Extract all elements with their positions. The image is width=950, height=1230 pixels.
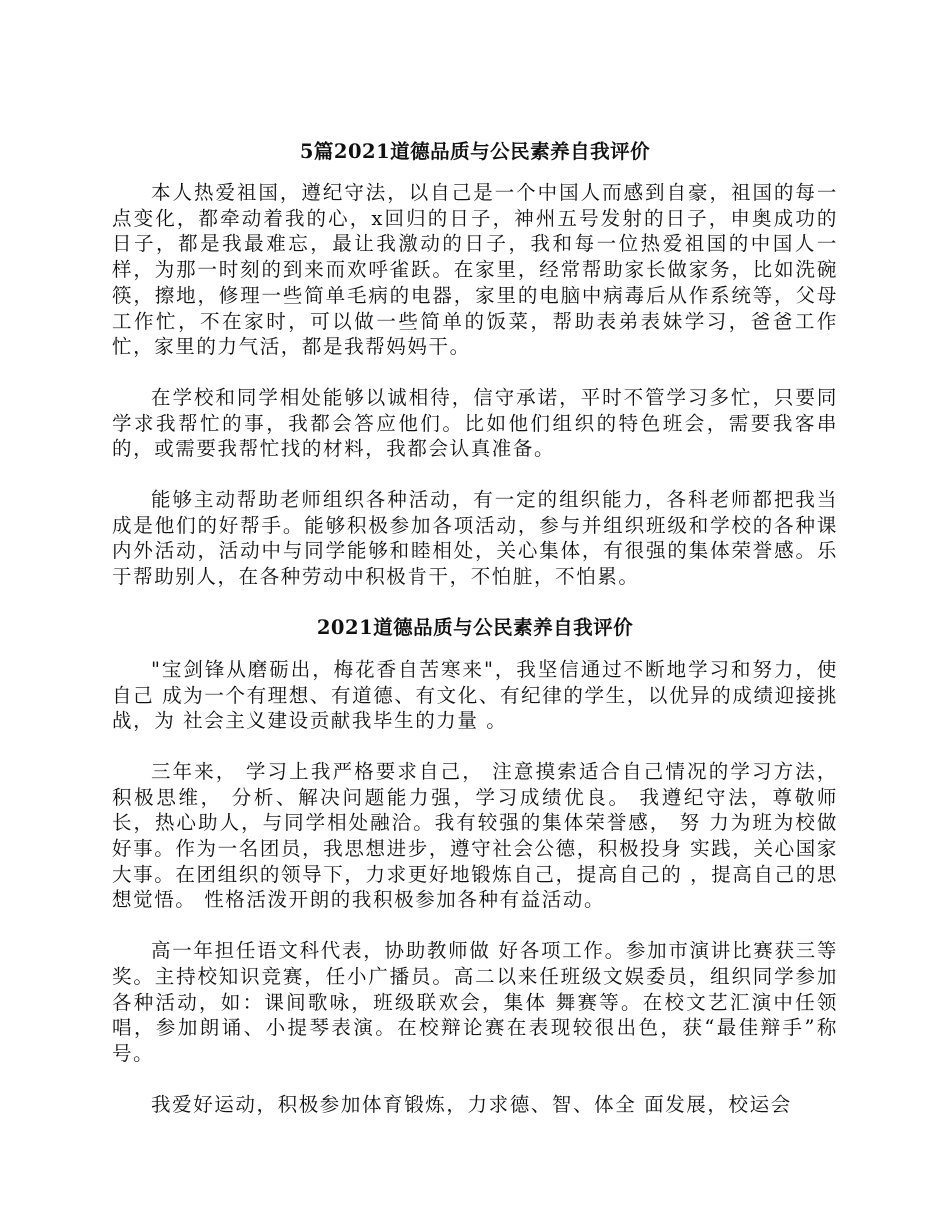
paragraph: 在学校和同学相处能够以诚相待，信守承诺，平时不管学习多忙，只要同学求我帮忙的事，我都会答应他们。比如他们组织的特色班会，需要我客串的，或需要我帮忙找的材料，我都会认真准备。: [112, 385, 838, 461]
paragraph: "宝剑锋从磨砺出，梅花香自苦寒来"，我坚信通过不断地学习和努力，使自己 成为一个有理想、有道德、有文化、有纪律的学生，以优异的成绩迎接挑战，为 社会主义建设贡献我毕生的力量 。: [112, 657, 838, 733]
paragraph: 能够主动帮助老师组织各种活动，有一定的组织能力，各科老师都把我当成是他们的好帮手。能够积极参加各项活动，参与并组织班级和学校的各种课内外活动，活动中与同学能够和睦相处，关心集体，有很强的集体荣誉感。乐于帮助别人，在各种劳动中积极肯干，不怕脏，不怕累。: [112, 488, 838, 589]
document-page: [112, 138, 838, 1117]
section-heading: 2021道德品质与公民素养自我评价: [316, 615, 634, 639]
paragraph: 高一年担任语文科代表，协助教师做 好各项工作。参加市演讲比赛获三等奖。主持校知识竞赛，任小广播员。高二以来任班级文娱委员，组织同学参加各种活动，如：课间歌咏，班级联欢会，集体 舞赛等。在校文艺汇演中任领唱，参加朗诵、小提琴表演。在校辩论赛在表现较很出色，获“最佳辩手”称号。: [112, 939, 838, 1065]
paragraph: 本人热爱祖国，遵纪守法，以自己是一个中国人而感到自豪，祖国的每一点变化，都牵动着我的心，x回归的日子，神州五号发射的日子，申奥成功的日子，都是我最难忘，最让我激动的日子，我和每一位热爱祖国的中国人一样，为那一时刻的到来而欢呼雀跃。在家里，经常帮助家长做家务，比如洗碗筷，擦地，修理一些简单毛病的电器，家里的电脑中病毒后从作系统等，父母工作忙，不在家时，可以做一些简单的饭菜，帮助表弟表妹学习，爸爸工作忙，家里的力气活，都是我帮妈妈干。: [112, 181, 838, 359]
paragraph: 我爱好运动，积极参加体育锻炼，力求德、智、体全 面发展，校运会: [151, 1092, 792, 1116]
paragraph: 三年来， 学习上我严格要求自己， 注意摸索适合自己情况的学习方法， 积极思维， 分析、解决问题能力强，学习成绩优良。 我遵纪守法，尊敬师长，热心助人，与同学相处融洽。我有较强的集体荣誉感， 努 力为班为校做好事。作为一名团员，我思想进步，遵守社会公德，积极投身 实践，关心国家大事。在团组织的领导下，力求更好地锻炼自己，提高自己的 ，提高自己的思想觉悟。 性格活泼开朗的我积极参加各种有益活动。: [112, 759, 838, 912]
document-title: 5篇2021道德品质与公民素养自我评价: [299, 140, 651, 163]
